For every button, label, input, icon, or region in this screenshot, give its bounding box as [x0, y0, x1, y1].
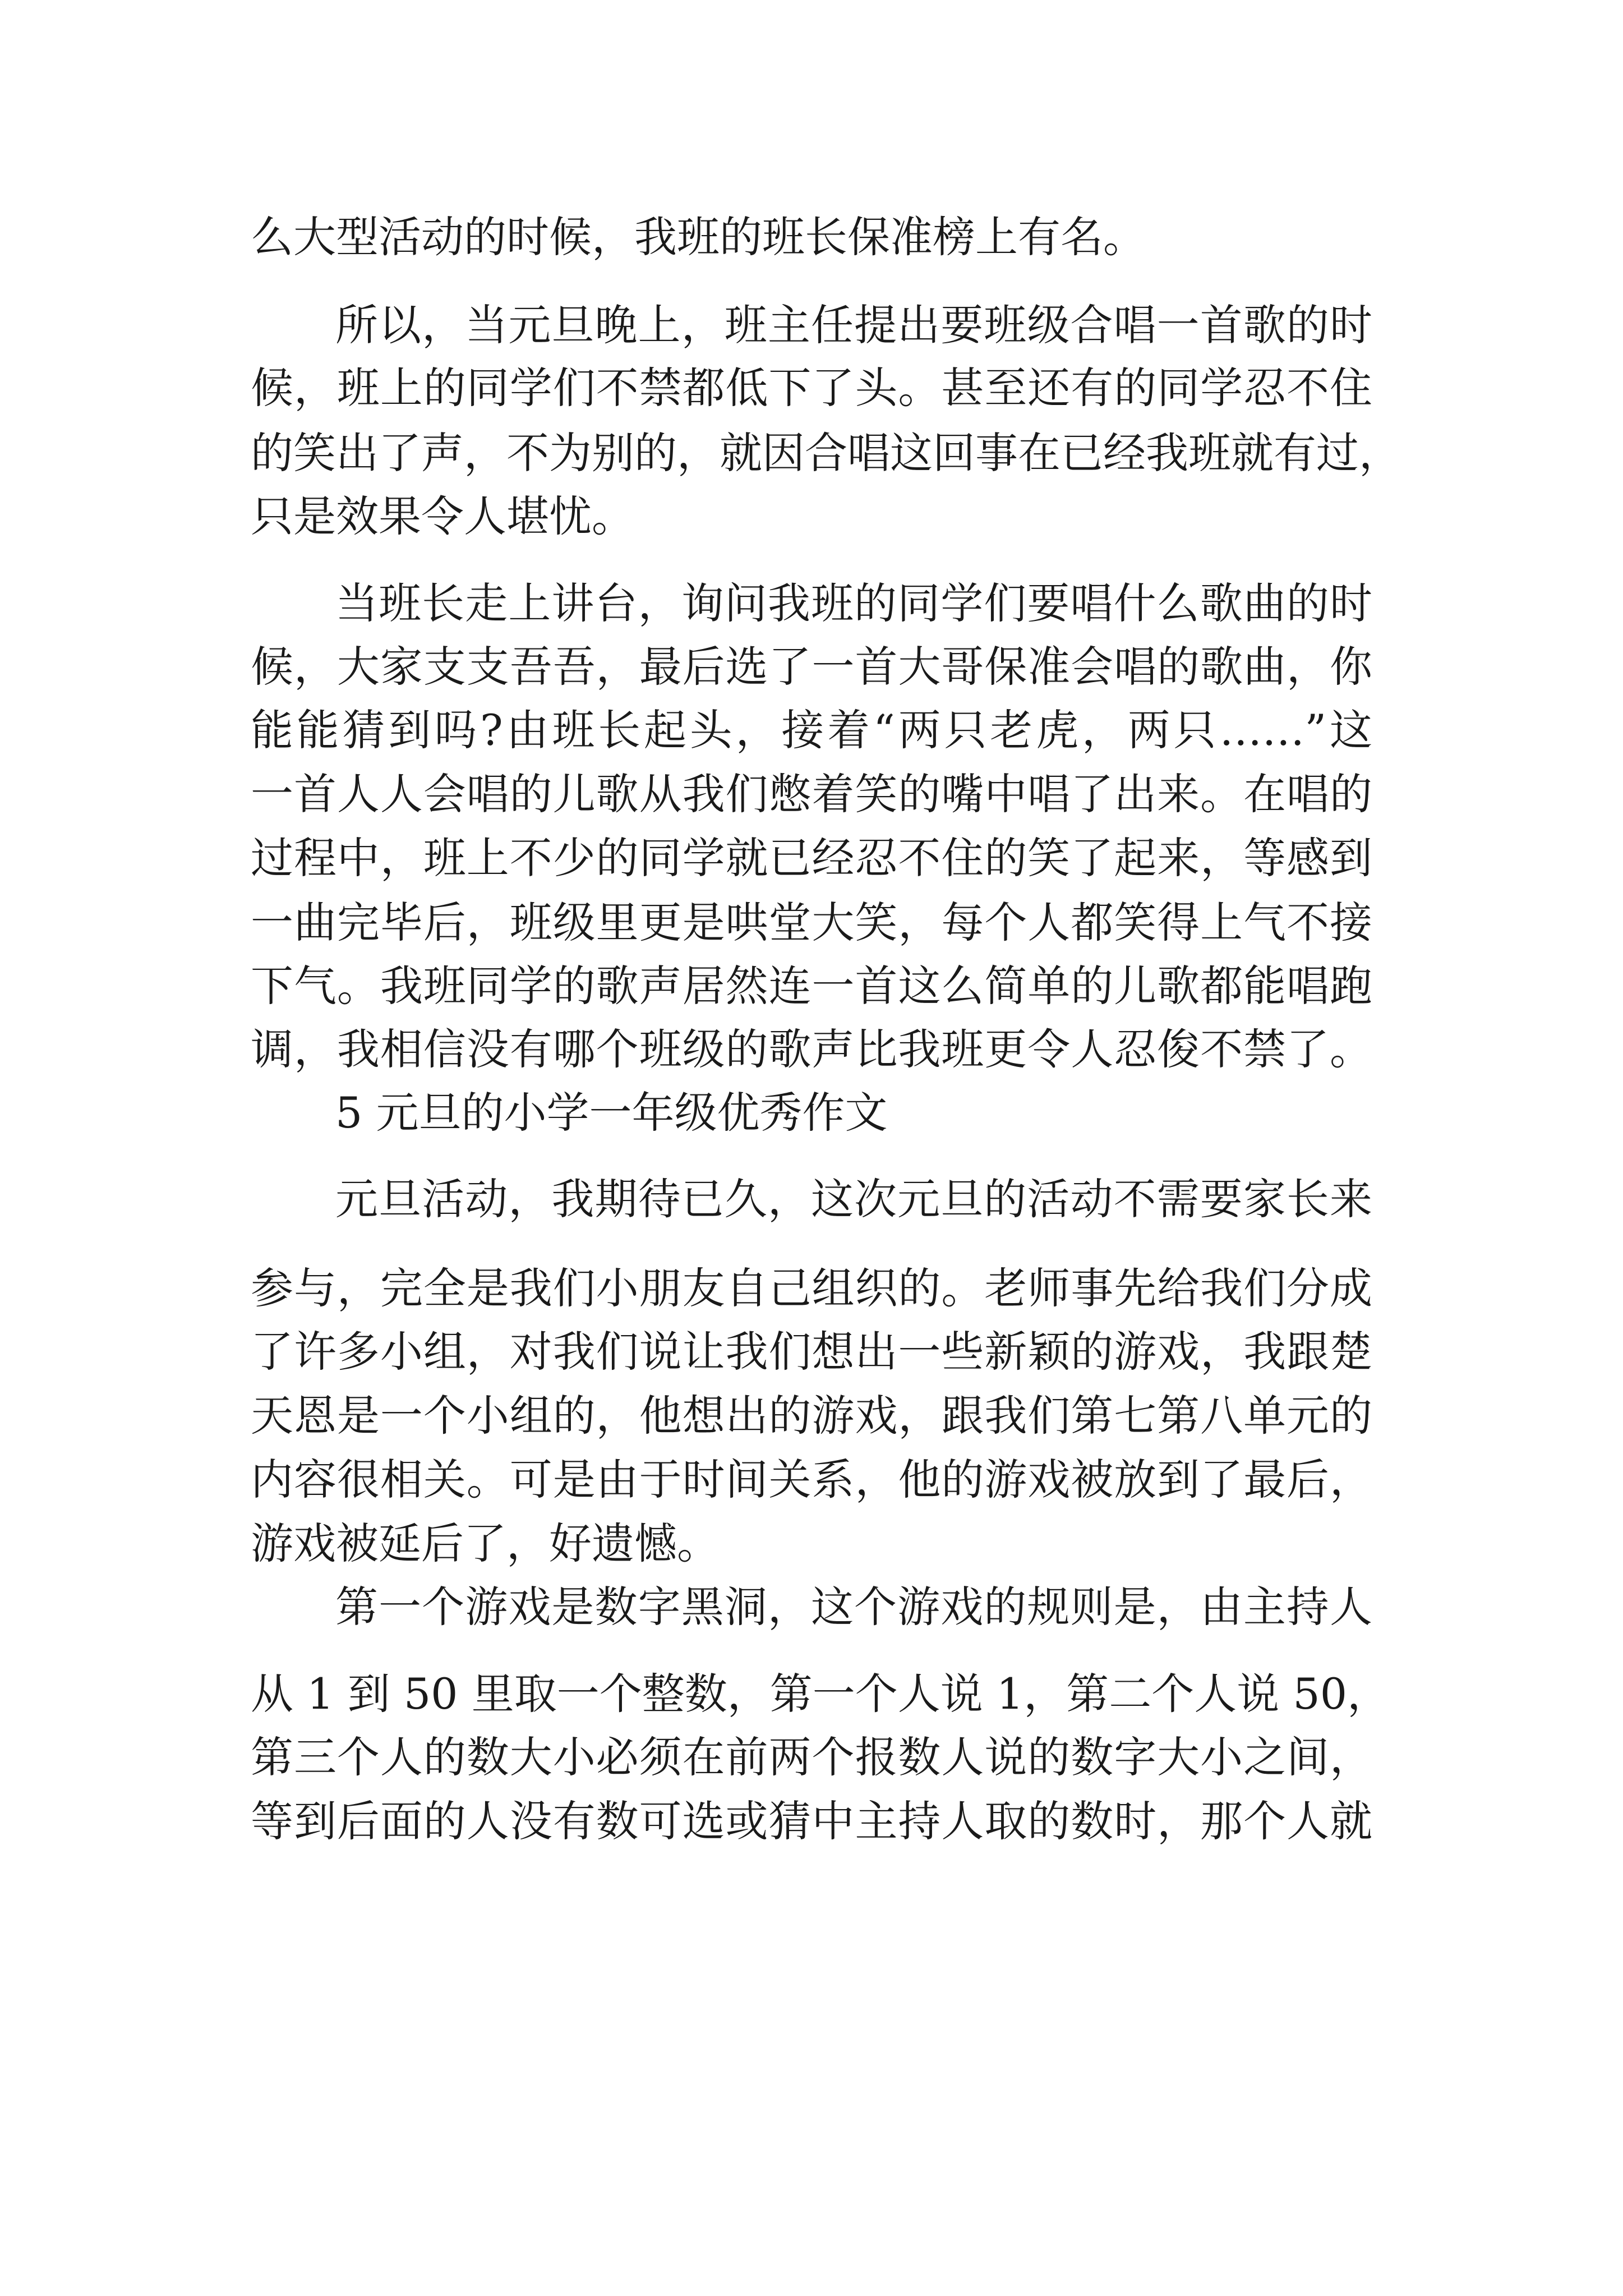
text-line: 一首人人会唱的儿歌从我们憋着笑的嘴中唱了出来。在唱的	[251, 769, 1372, 819]
section-heading: 5 元旦的小学一年级优秀作文	[335, 1088, 888, 1138]
text-line: 候，大家支支吾吾，最后选了一首大哥保准会唱的歌曲，你	[251, 642, 1372, 692]
text-line: 只是效果令人堪忧。	[251, 491, 634, 541]
text-line: 当班长走上讲台，询问我班的同学们要唱什么歌曲的时	[335, 578, 1372, 628]
text-line: 一曲完毕后，班级里更是哄堂大笑，每个人都笑得上气不接	[251, 898, 1372, 947]
text-line: 游戏被延后了，好遗憾。	[251, 1519, 720, 1568]
text-line: 参与，完全是我们小朋友自己组织的。老师事先给我们分成	[251, 1263, 1372, 1313]
text-line: 了许多小组，对我们说让我们想出一些新颖的游戏，我跟楚	[251, 1327, 1372, 1377]
text-line: 么大型活动的时候，我班的班长保准榜上有名。	[251, 212, 1146, 262]
text-line: 天恩是一个小组的，他想出的游戏，跟我们第七第八单元的	[251, 1391, 1372, 1441]
text-line: 第三个人的数大小必须在前两个报数人说的数字大小之间，	[251, 1732, 1372, 1782]
text-line: 能能猜到吗?由班长起头，接着“两只老虎，两只……”这	[251, 705, 1372, 755]
text-line: 等到后面的人没有数可选或猜中主持人取的数时，那个人就	[251, 1796, 1372, 1846]
text-line: 调，我相信没有哪个班级的歌声比我班更令人忍俊不禁了。	[251, 1024, 1372, 1074]
text-line: 第一个游戏是数字黑洞，这个游戏的规则是，由主持人	[335, 1582, 1372, 1632]
text-line: 元旦活动，我期待已久，这次元旦的活动不需要家长来	[335, 1174, 1372, 1224]
text-line: 从 1 到 50 里取一个整数，第一个人说 1，第二个人说 50，	[251, 1669, 1390, 1719]
text-line: 候，班上的同学们不禁都低下了头。甚至还有的同学忍不住	[251, 363, 1372, 413]
text-line: 的笑出了声，不为别的，就因合唱这回事在已经我班就有过，	[251, 428, 1401, 478]
text-line: 内容很相关。可是由于时间关系，他的游戏被放到了最后，	[251, 1455, 1372, 1504]
text-line: 过程中，班上不少的同学就已经忍不住的笑了起来，等感到	[251, 833, 1372, 883]
text-line: 所以，当元旦晚上，班主任提出要班级合唱一首歌的时	[335, 300, 1372, 350]
text-line: 下气。我班同学的歌声居然连一首这么简单的儿歌都能唱跑	[251, 961, 1372, 1011]
